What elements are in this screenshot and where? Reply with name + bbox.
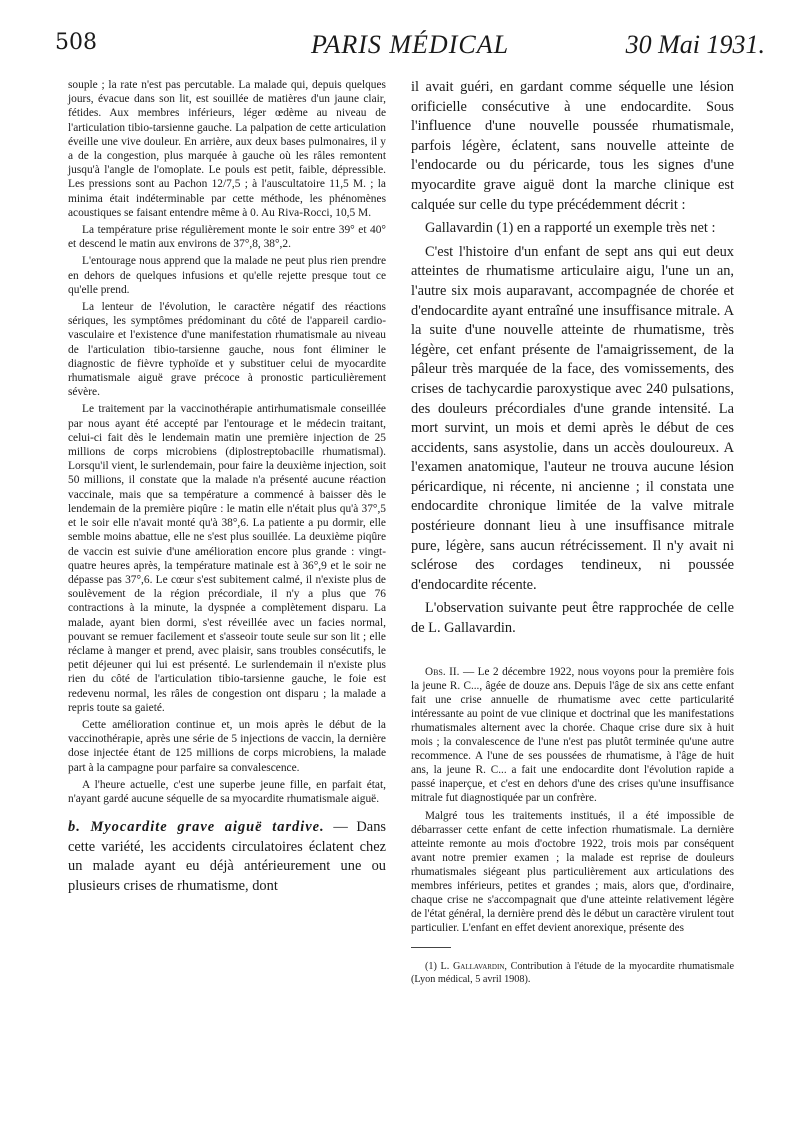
page-header xyxy=(55,30,765,70)
paragraph: Cette amélioration continue et, un mois après le début de la vaccinothérapie, après une série de 5 injections de vaccin, la dernière dose injectée étant de 125 millions de corps microbiens, la malade part à la campagne pour parfaire sa convalescence. xyxy=(68,718,386,774)
left-column xyxy=(68,78,386,900)
paragraph: Le traitement par la vaccinothérapie antirhumatismale conseillée par nous ayant été accepté par l'entourage et le médecin traitant, celui-ci fait dès le lendemain matin une première injection de 25 millions de corps microbiens (diplostreptobacille rhumatismal). Lorsqu'il vient, le surlendemain, pour faire la deuxième injection, soit 50 millions, il constate que la malade n'a présenté aucune réaction vaccinale, mais que sa température a commencé à baisser dès le lendemain de la première piqûre : le matin elle n'était plus qu'à 37°,5 et le soir elle n'avait monté qu'à 38°,6. La patiente a pu dormir, elle semble moins abattue, elle ne s'est plus souillée. La deuxième piqûre de vaccin est suivie d'une amélioration encore plus grande : vingt-quatre heures après, la température matinale est à 36°,9 et le soir ne dépasse pas 37°,6. Le cœur s'est subitement calmé, il n'existe plus de soulèvement de la région précordiale, il n'y a plus que 76 contractions à la minute, la dyspnée a complètement disparu. La malade, ayant bien dormi, s'est réveillée avec un facies normal, pouvant se remuer facilement et s'asseoir toute seule sur son lit ; elle réclame à manger et prend, avec plaisir, sans troubles consécutifs, le petit déjeuner qui lui est présenté. Le surlendemain il n'existe plus rien du côté de l'articulation tibio-tarsienne gauche, le foie est redevenu normal, les râles de congestion ont disparu ; la malade a repris toute sa gaieté. xyxy=(68,403,386,714)
section-paragraph xyxy=(68,818,386,896)
footnote-number: (1) xyxy=(425,961,441,973)
footnote-author: L. Gallavardin xyxy=(440,961,505,973)
paragraph: La température prise régulièrement monte le soir entre 39° et 40° et descend le matin aux environs de 37°,8, 38°,2. xyxy=(68,224,386,251)
paragraph: L'observation suivante peut être rapprochée de celle de L. Gallavardin. xyxy=(411,600,734,637)
paragraph: A l'heure actuelle, c'est une superbe jeune fille, en parfait état, n'ayant gardé aucune séquelle de sa myocardite rhumatismale aiguë. xyxy=(68,778,386,805)
observation-label: Obs. II. xyxy=(425,665,460,678)
paragraph: C'est l'histoire d'un enfant de sept ans qui eut deux atteintes de rhumatisme articulaire aigu, l'une un an, l'autre six mois auparavant, accompagnée de chorée et d'endocardite ayant entraîné une insuffisance mitrale. A la suite d'une nouvelle atteinte de rhumatisme, très légère, cet enfant présente de l'amaigrissement, de la pâleur très marquée de la face, des vomissements, des crises de tachycardie paroxystique avec 240 pulsations, des douleurs précordiales d'une grande intensité. La mort survint, un mois et demi après le début de ces accidents, sans asystolie, dans un accès douloureux. A l'examen anatomique, l'auteur ne trouva aucune lésion péricardique, ni récente, ni ancienne ; il constata une endocardite chronique limitée de la valve mitrale postérieure donnant lieu à une insuffisance mitrale pure, légère, sans aucun rétrécissement. Il n'y avait ni sclérose des cordages tendineux, ni poussée d'endocardite récente. xyxy=(411,243,734,593)
observation-block xyxy=(411,665,734,936)
paragraph: La lenteur de l'évolution, le caractère négatif des réactions sériques, les symptômes prédominant du côté de l'appareil cardio-vasculaire et l'existence d'une manifestation rhumatismale au niveau de l'articulation tibio-tarsienne gauche, nous font éliminer le diagnostic de fièvre typhoïde et y substituer celui de myocardite rhumatismale aiguë grave précoce à pronostic particulièrement sévère. xyxy=(68,301,386,399)
observation-paragraph: Malgré tous les traitements institués, il a été impossible de débarrasser cette enfant de cette infection rhumatismale. La dernière atteinte remonte au mois d'octobre 1922, trois mois par conséquent avant notre premier examen ; la malade est reprise de douleurs rhumatismales siégeant plus particulièrement aux articulations des membres inférieurs, petites et grandes ; mais, alors que, d'ordinaire, chaque crise ne s'accompagnait que d'une atteinte relativement légère de l'état général, la dernière prend dès le début un caractère virulent tout particulier. L'enfant en effet devient anorexique, présente des xyxy=(411,809,734,935)
issue-date: 30 Mai 1931. xyxy=(625,30,765,59)
footnote-divider xyxy=(411,947,451,948)
page-number: 508 xyxy=(55,30,97,55)
footnote-text: , Contribution à l'étude de la myocardite rhumatismale (Lyon médical, 5 avril 1908). xyxy=(411,961,734,986)
section-heading: b. Myocardite grave aiguë tardive. xyxy=(68,819,325,836)
footnote xyxy=(411,960,734,986)
paragraph: L'entourage nous apprend que la malade ne peut plus rien prendre en dehors de quelques infusions et qu'elle rejette presque tout ce qu'elle prend. xyxy=(68,255,386,296)
journal-title: PARIS MÉDICAL xyxy=(310,30,510,59)
observation-text: — Le 2 décembre 1922, nous voyons pour la première fois la jeune R. C..., âgée de douze ans. Depuis l'âge de six ans cette enfant fait une crise annuelle de rhumatisme avec cette particularité intéressante au point de vue clinique et doctrinal que les manifestations rhumatismales alternent avec la chorée. Chaque crise dure six à huit mois ; la convalescence de l'une n'est pas plutôt terminée qu'une autre recommence. A l'une de ses poussées de rhumatisme, à l'âge de huit ans, la jeune R. C... a fait une endocardite dont l'évolution rapide a passé inaperçue, et c'est en dehors d'une des crises qu'une insuffisance mitrale fut diagnostiquée par un confrère. xyxy=(411,665,734,805)
paragraph: Gallavardin (1) en a rapporté un exemple très net : xyxy=(425,220,716,237)
paragraph: il avait guéri, en gardant comme séquelle une lésion orificielle consécutive à une endocardite. Sous l'influence d'une nouvelle poussée rhumatismale, parfois légère, éclatent, sans nouvelle atteinte de l'endocarde ou du péricarde, tous les signes d'une myocardite grave aiguë dont la marche clinique est calquée sur celle du type précédemment décrit : xyxy=(411,79,734,213)
observation-paragraph xyxy=(411,665,734,806)
right-column xyxy=(411,78,734,986)
paragraph: souple ; la rate n'est pas percutable. La malade qui, depuis quelques jours, évacue dans son lit, est souillée de matières d'un jaune clair, fétides. Aux membres inférieurs, léger œdème au niveau de l'articulation tibio-tarsienne gauche. La palpation de cette articulation éveille une vive douleur. En arrière, aux deux bases pulmonaires, il y a de la congestion, plus marquée à gauche où les râles remontent jusqu'à l'angle de l'omoplate. Le pouls est petit, faible, dépressible. Les pressions sont au Pachon 12/7,5 ; à l'auscultatoire 11,5 M. ; la minima était indéterminable par cette méthode, les phénomènes acoustiques se faisant entendre même à 0. Au Riva-Rocci, 10,5 M. xyxy=(68,79,386,219)
section-text: — Dans cette variété, les accidents circulatoires éclatent chez un malade ayant eu déjà antérieurement une ou plusieurs crises de rhumatisme, dont xyxy=(68,819,386,894)
